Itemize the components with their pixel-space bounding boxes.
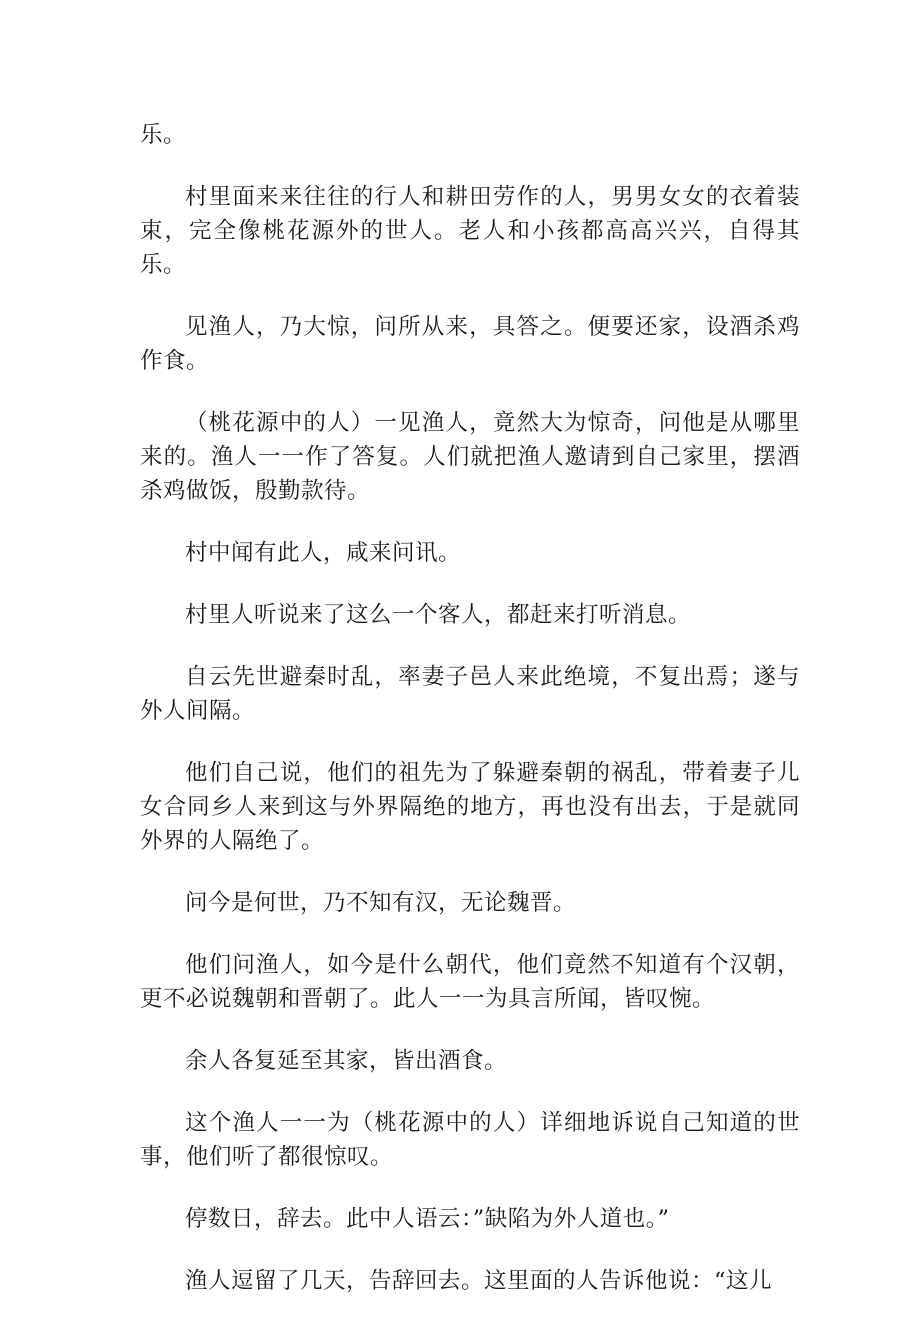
paragraph: 见渔人，乃大惊，问所从来，具答之。便要还家，设酒杀鸡作食。 — [140, 314, 800, 374]
paragraph: 问今是何世，乃不知有汉，无论魏晋。 — [185, 890, 577, 916]
paragraph: 村里面来来往往的行人和耕田劳作的人，男男女女的衣着装束，完全像桃花源外的世人。老人和小孩都高高兴兴，自得其乐。 — [140, 184, 800, 278]
paragraph: 村中闻有此人，咸来问讯。 — [185, 540, 462, 566]
paragraph: 停数日，辞去。此中人语云：”缺陷为外人道也。” — [185, 1206, 670, 1232]
paragraph: 渔人逗留了几天，告辞回去。这里面的人告诉他说：“这儿 — [185, 1268, 773, 1294]
paragraph: 乐。 — [140, 122, 187, 148]
paragraph: 他们自己说，他们的祖先为了躲避秦朝的祸乱，带着妻子儿女合同乡人来到这与外界隔绝的地方，再也没有出去，于是就同外界的人隔绝了。 — [140, 760, 800, 854]
paragraph: 自云先世避秦时乱，率妻子邑人来此绝境，不复出焉；遂与外人间隔。 — [140, 664, 800, 724]
paragraph: 他们问渔人，如今是什么朝代，他们竟然不知道有个汉朝，更不必说魏朝和晋朝了。此人一一为具言所闻，皆叹惋。 — [140, 952, 800, 1012]
body-text — [140, 0, 800, 1326]
paragraph: 村里人听说来了这么一个客人，都赶来打听消息。 — [185, 602, 692, 628]
paragraph: 这个渔人一一为（桃花源中的人）详细地诉说自己知道的世事，他们听了都很惊叹。 — [140, 1110, 800, 1170]
paragraph: 余人各复延至其家，皆出酒食。 — [185, 1048, 508, 1074]
paragraph: （桃花源中的人）一见渔人，竟然大为惊奇，问他是从哪里来的。渔人一一作了答复。人们就把渔人邀请到自己家里，摆酒杀鸡做饭，殷勤款待。 — [140, 410, 800, 504]
